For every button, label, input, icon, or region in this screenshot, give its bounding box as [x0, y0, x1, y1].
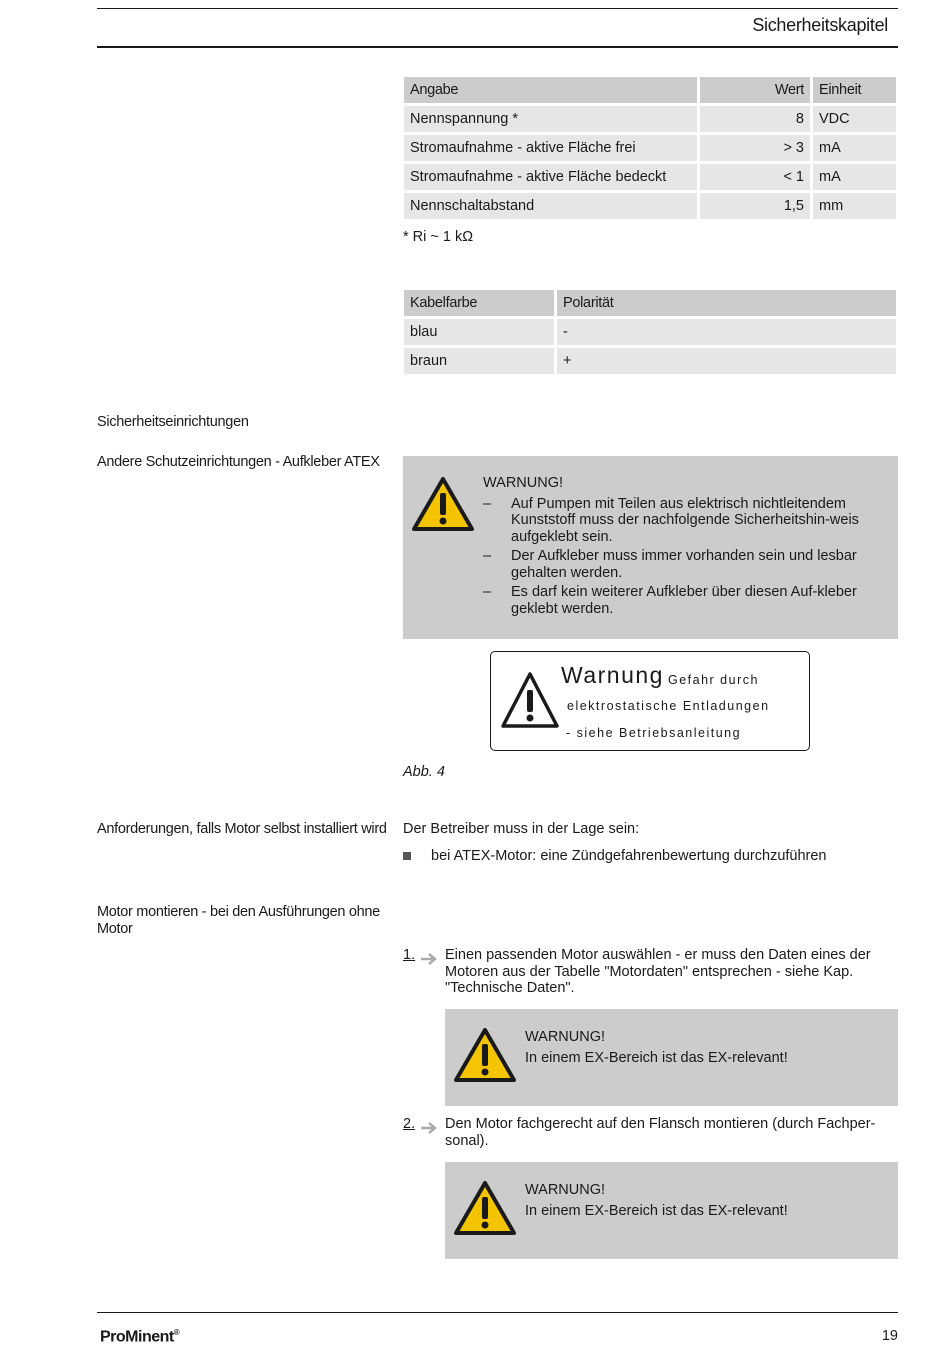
table-cell: braun [404, 348, 554, 374]
table-header-cell: Einheit [813, 77, 896, 103]
sticker-line: - siehe Betriebsanleitung [566, 726, 742, 740]
table-cell: Stromaufnahme - aktive Fläche frei [404, 135, 697, 161]
step-text: Den Motor fachgerecht auf den Flansch montieren (durch Fachper-sonal). [445, 1116, 876, 1149]
table-row [404, 193, 896, 219]
sticker-title: Warnung [561, 662, 664, 688]
header-bottom-rule [97, 46, 898, 48]
warning-list [483, 496, 883, 618]
table-cell: mA [813, 164, 896, 190]
list-item: – Es darf kein weiterer Aufkleber über diesen Auf-kleber geklebt werden. [483, 584, 857, 617]
warning-title: WARNUNG! [525, 1182, 606, 1198]
table-cell: 1,5 [700, 193, 810, 219]
figure-caption: Abb. 4 [403, 764, 445, 780]
table-row [404, 135, 896, 161]
spec-table [401, 74, 899, 222]
table-cell: Nennschaltabstand [404, 193, 697, 219]
prominent-logo: ProMinent® [100, 1328, 180, 1346]
table-header-row [404, 77, 896, 103]
table-header-cell: Kabelfarbe [404, 290, 554, 316]
sticker-line: elektrostatische Entladungen [567, 699, 770, 713]
page-number: 19 [881, 1328, 898, 1344]
warning-triangle-icon [499, 670, 561, 730]
step-text: Einen passenden Motor auswählen - er muss den Daten eines der Motoren aus der Tabelle "Motordaten" entsprechen - siehe Kap. "Technische Daten". [445, 947, 871, 996]
requirements-intro: Der Betreiber muss in der Lage sein: [403, 821, 640, 837]
section-heading-motor-requirements: Anforderungen, falls Motor selbst installiert wird [97, 821, 387, 837]
table-row [404, 348, 896, 374]
list-item: – Der Aufkleber muss immer vorhanden sein und lesbar gehalten werden. [483, 548, 857, 581]
warning-box-step1 [445, 1009, 898, 1106]
warning-box-step2 [445, 1162, 898, 1259]
page-header-title: Sicherheitskapitel [752, 15, 888, 35]
table-cell: + [557, 348, 896, 374]
table-cell: mA [813, 135, 896, 161]
table-header-row [404, 290, 896, 316]
section-heading-other-devices: Andere Schutzeinrichtungen - Aufkleber ATEX [97, 454, 380, 470]
table-cell: - [557, 319, 896, 345]
sticker-line: Gefahr durch [668, 673, 759, 687]
table-cell: blau [404, 319, 554, 345]
warning-text: In einem EX-Bereich ist das EX-relevant! [525, 1050, 788, 1066]
bullet-square-icon [403, 852, 411, 860]
esd-warning-sticker [490, 651, 810, 751]
requirements-bullet: bei ATEX-Motor: eine Zündgefahrenbewertung durchzuführen [403, 848, 883, 865]
table-cell: VDC [813, 106, 896, 132]
warning-triangle-icon [453, 1180, 517, 1236]
step-arrow-icon [421, 1122, 439, 1134]
warning-triangle-icon [411, 476, 475, 532]
warning-title: WARNUNG! [483, 475, 564, 491]
warning-box-atex [403, 456, 898, 639]
table-cell: Nennspannung * [404, 106, 697, 132]
section-heading-motor-mount: Motor montieren - bei den Ausführungen ohne Motor [97, 904, 380, 937]
table-cell: mm [813, 193, 896, 219]
warning-text: In einem EX-Bereich ist das EX-relevant! [525, 1203, 788, 1219]
warning-title: WARNUNG! [525, 1029, 606, 1045]
table-header-cell: Polarität [557, 290, 896, 316]
section-heading-safety-devices: Sicherheitseinrichtungen [97, 414, 249, 430]
cable-table [401, 287, 899, 377]
step-number: 1. [403, 947, 416, 963]
table-row [404, 106, 896, 132]
step-arrow-icon [421, 953, 439, 965]
table-row [404, 319, 896, 345]
table-row [404, 164, 896, 190]
table-header-cell: Angabe [404, 77, 697, 103]
table-cell: > 3 [700, 135, 810, 161]
table-cell: Stromaufnahme - aktive Fläche bedeckt [404, 164, 697, 190]
footer-rule [97, 1312, 898, 1313]
table-header-cell: Wert [700, 77, 810, 103]
header-top-rule [97, 8, 898, 9]
table-cell: 8 [700, 106, 810, 132]
table-footnote: * Ri ~ 1 kΩ [403, 229, 474, 245]
list-item: – Auf Pumpen mit Teilen aus elektrisch nichtleitendem Kunststoff muss der nachfolgende Sicherheitshin-weis aufgeklebt sein. [483, 495, 859, 545]
table-cell: < 1 [700, 164, 810, 190]
warning-triangle-icon [453, 1027, 517, 1083]
step-number: 2. [403, 1116, 416, 1132]
